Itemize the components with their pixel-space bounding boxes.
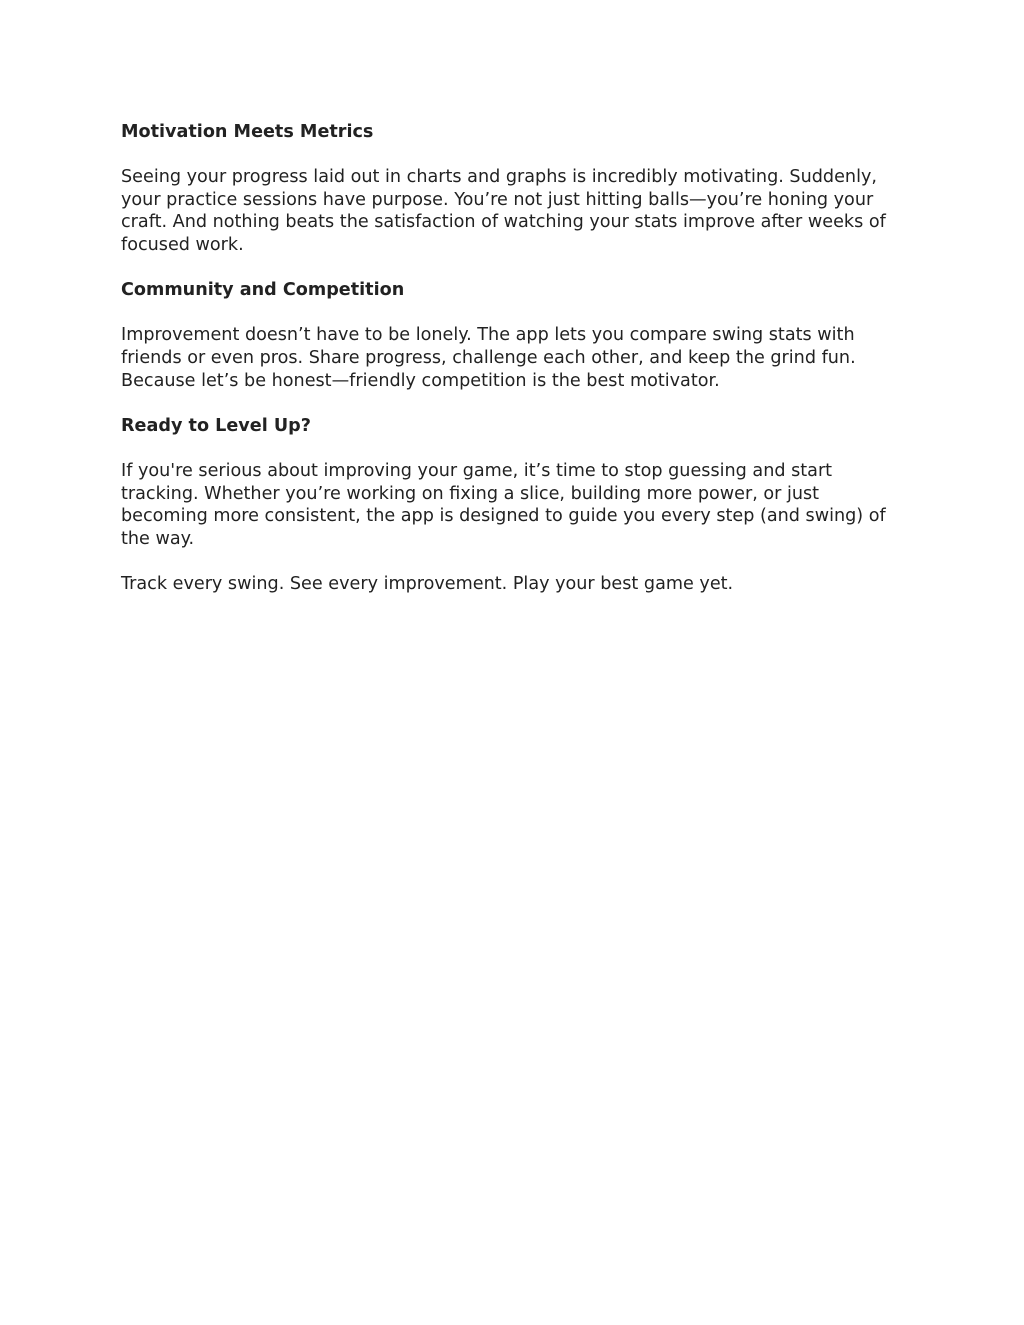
section-paragraph: Improvement doesn’t have to be lonely. The app lets you compare swing stats with friends or even pros. Share progress, challenge each other, and keep the grind fun. Because let’s be honest—friendly competition is the best motivator. bbox=[121, 325, 856, 391]
section-community-and-competition bbox=[121, 279, 911, 392]
document-body bbox=[121, 121, 911, 618]
section-heading: Motivation Meets Metrics bbox=[121, 122, 374, 142]
section-motivation-meets-metrics bbox=[121, 121, 911, 257]
section-heading: Community and Competition bbox=[121, 280, 405, 301]
section-ready-to-level-up bbox=[121, 415, 911, 551]
closing-line: Track every swing. See every improvement. Play your best game yet. bbox=[121, 573, 734, 594]
section-paragraph: If you're serious about improving your game, it’s time to stop guessing and start tracking. Whether you’re working on fixing a slice, building more power, or just becoming more consistent, the app is designed to guide you every step (and swing) of the way. bbox=[121, 460, 886, 549]
section-paragraph: Seeing your progress laid out in charts and graphs is incredibly motivating. Suddenly, your practice sessions have purpose. You’re not just hitting balls—you’re honing your craft. And nothing beats the satisfaction of watching your stats improve after weeks of focused work. bbox=[121, 167, 886, 255]
section-heading: Ready to Level Up? bbox=[121, 415, 311, 436]
